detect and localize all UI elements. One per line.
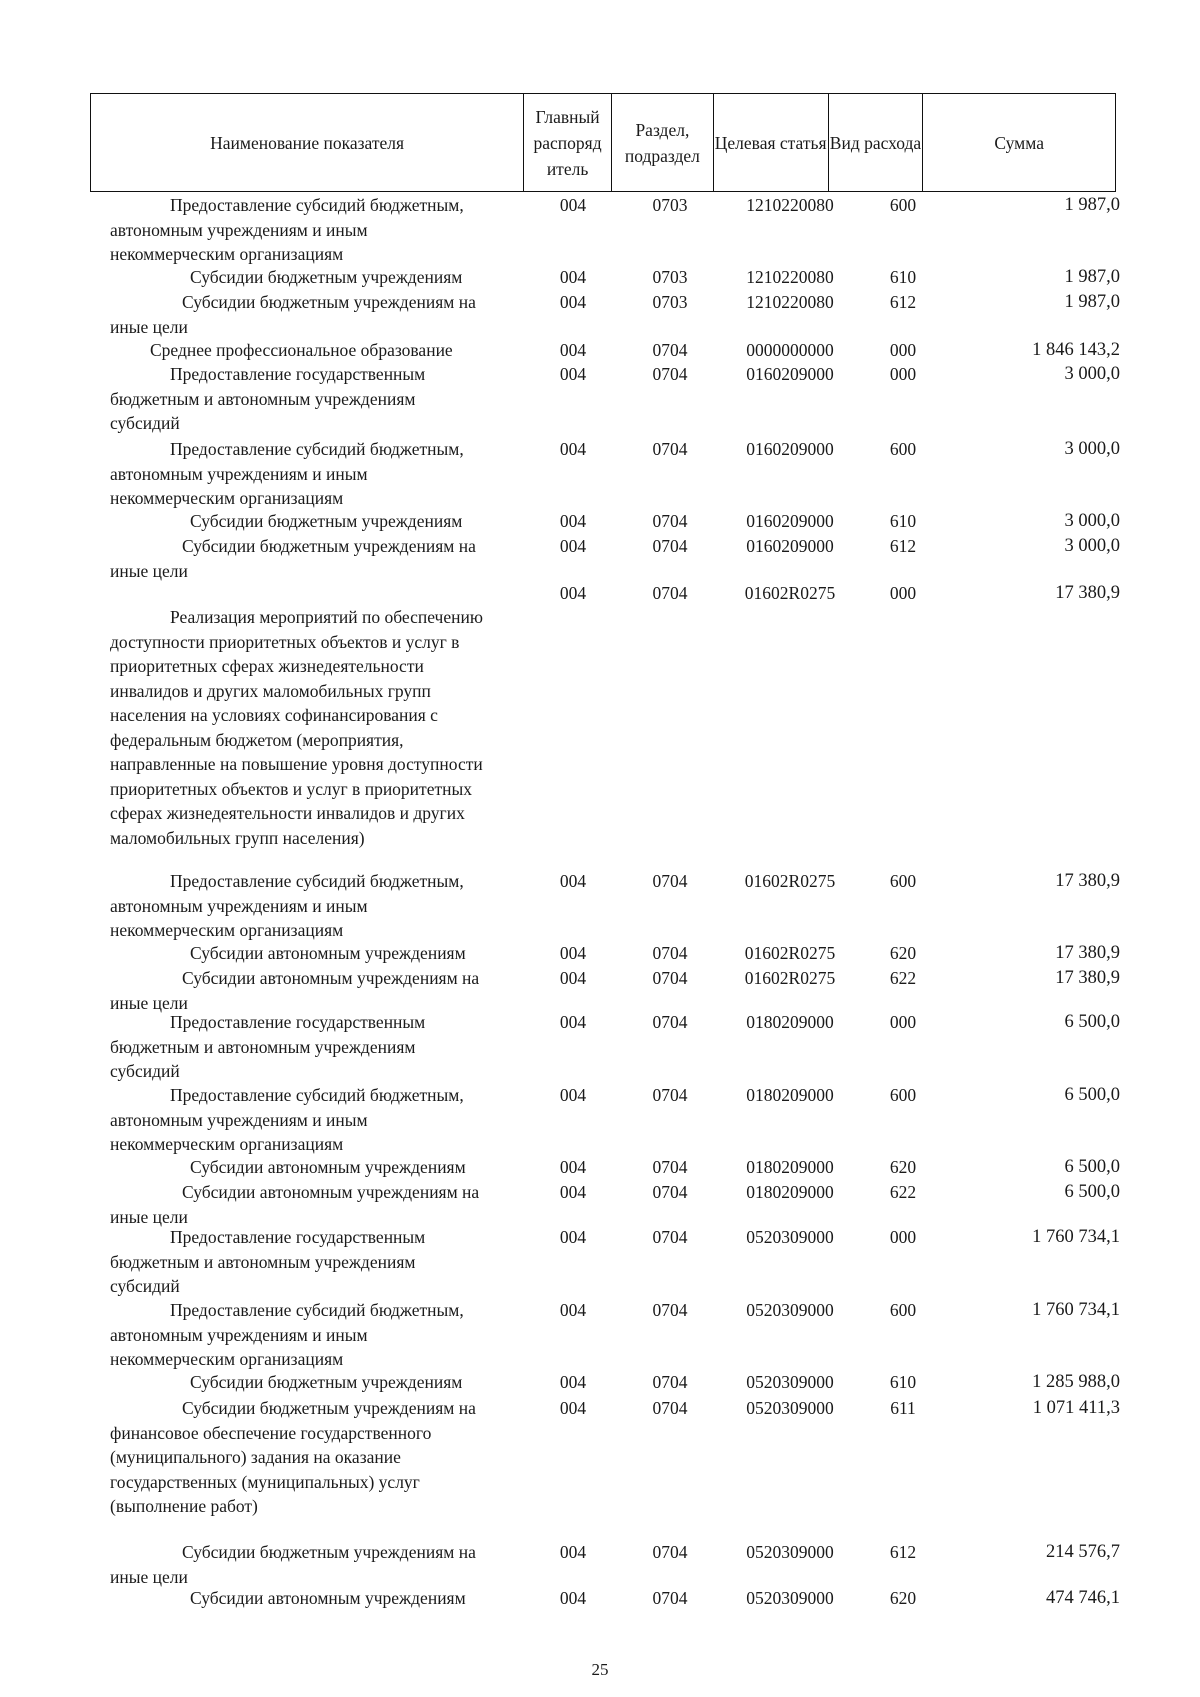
row-name: Субсидии бюджетным учреждениям на финансовое обеспечение государственного (муниципального) задания на оказание государственных (муниципальных) услуг (выполнение работ)	[110, 1398, 476, 1516]
row-grbs: 004	[559, 1227, 587, 1247]
table-row	[0, 1586, 1200, 1608]
table-row	[0, 966, 1200, 1013]
table-row	[0, 1155, 1200, 1177]
row-cs: 1210220080	[746, 195, 834, 215]
row-sum: 3 000,0	[1064, 536, 1120, 556]
row-grbs: 004	[559, 1012, 587, 1032]
row-grbs: 004	[559, 968, 587, 988]
row-razdel: 0704	[652, 1085, 688, 1105]
row-vr: 611	[890, 1398, 916, 1418]
row-grbs: 004	[559, 1372, 587, 1392]
row-vr: 000	[889, 1012, 917, 1032]
row-grbs: 004	[559, 536, 587, 556]
row-razdel: 0704	[652, 871, 688, 891]
row-name: Предоставление субсидий бюджетным, автономным учреждениям и иным некоммерческим организациям	[110, 1300, 464, 1369]
row-sum: 17 380,9	[1055, 871, 1120, 891]
row-sum: 1 987,0	[1064, 267, 1120, 287]
row-sum: 3 000,0	[1064, 364, 1120, 384]
row-cs: 0160209000	[746, 364, 834, 384]
row-grbs: 004	[559, 364, 587, 384]
row-sum: 6 500,0	[1064, 1012, 1120, 1032]
row-cs: 0160209000	[746, 511, 834, 531]
row-razdel: 0704	[652, 511, 688, 531]
row-grbs: 004	[559, 1300, 587, 1320]
table-row	[0, 265, 1200, 287]
table-row	[0, 534, 1200, 581]
row-name: Субсидии бюджетным учреждениям	[190, 511, 463, 531]
row-razdel: 0704	[652, 536, 688, 556]
row-grbs: 004	[559, 439, 587, 459]
row-sum: 17 380,9	[1055, 583, 1120, 603]
row-razdel: 0704	[652, 340, 688, 360]
row-name: Субсидии бюджетным учреждениям	[190, 267, 463, 287]
row-grbs: 004	[559, 511, 587, 531]
row-name: Субсидии автономным учреждениям	[190, 1588, 466, 1608]
header-name: Наименование показателя	[91, 94, 524, 191]
row-name: Предоставление субсидий бюджетным, автономным учреждениям и иным некоммерческим организациям	[110, 439, 464, 508]
row-name: Предоставление государственным бюджетным и автономным учреждениям субсидий	[110, 364, 426, 433]
row-sum: 1 987,0	[1064, 292, 1120, 312]
row-vr: 620	[889, 943, 917, 963]
row-grbs: 004	[559, 1085, 587, 1105]
row-razdel: 0704	[652, 1157, 688, 1177]
row-cs: 0180209000	[746, 1157, 834, 1177]
row-grbs: 004	[559, 292, 587, 312]
row-razdel: 0704	[652, 943, 688, 963]
row-sum: 6 500,0	[1064, 1085, 1120, 1105]
row-razdel: 0704	[652, 1372, 688, 1392]
row-name: Предоставление субсидий бюджетным, автономным учреждениям и иным некоммерческим организациям	[110, 195, 464, 264]
row-cs: 01602R0275	[744, 943, 836, 963]
row-vr: 600	[889, 195, 917, 215]
table-row	[0, 509, 1200, 531]
row-razdel: 0704	[652, 439, 688, 459]
row-sum: 1 987,0	[1064, 195, 1120, 215]
row-vr: 600	[889, 871, 917, 891]
header-sum: Сумма	[994, 132, 1044, 153]
row-vr: 612	[889, 1542, 917, 1562]
row-cs: 0520309000	[746, 1588, 834, 1608]
row-vr: 620	[889, 1588, 917, 1608]
row-grbs: 004	[559, 943, 587, 963]
row-sum: 1 071 411,3	[1032, 1398, 1120, 1418]
row-name: Среднее профессиональное образование	[150, 340, 453, 360]
row-sum: 474 746,1	[1046, 1588, 1120, 1608]
row-razdel: 0704	[652, 1012, 688, 1032]
row-name: Субсидии бюджетным учреждениям на иные цели	[110, 536, 476, 581]
row-razdel: 0704	[652, 1398, 688, 1418]
table-row	[0, 869, 1200, 940]
table-row	[0, 1370, 1200, 1392]
row-razdel: 0704	[652, 364, 688, 384]
table-row	[0, 1083, 1200, 1154]
table-row	[0, 1180, 1200, 1227]
row-vr: 620	[889, 1157, 917, 1177]
row-sum: 214 576,7	[1046, 1542, 1120, 1562]
row-razdel: 0704	[652, 968, 688, 988]
row-vr: 622	[889, 1182, 917, 1202]
row-vr: 612	[889, 536, 917, 556]
row-grbs: 004	[559, 1182, 587, 1202]
row-name: Субсидии бюджетным учреждениям на иные цели	[110, 1542, 476, 1587]
header-vr: Вид расхода	[829, 94, 924, 191]
row-name: Реализация мероприятий по обеспечению доступности приоритетных объектов и услуг в приоритетных сферах жизнедеятельности инвалидов и других маломобильных групп населения на условиях софинансирования с федеральным бюджетом (мероприятия, направленные на повышение уровня доступности приоритетных объектов и услуг в приоритетных сферах жизнедеятельности инвалидов и других маломобильных групп населения)	[110, 607, 483, 848]
table-row	[0, 338, 1200, 360]
table-row	[0, 193, 1200, 264]
row-name: Субсидии автономным учреждениям	[190, 1157, 466, 1177]
row-razdel: 0704	[652, 1300, 688, 1320]
row-name: Субсидии бюджетным учреждениям	[190, 1372, 463, 1392]
row-sum: 1 285 988,0	[1032, 1372, 1120, 1392]
row-sum: 1 760 734,1	[1032, 1227, 1120, 1247]
row-cs: 0160209000	[746, 439, 834, 459]
row-name: Субсидии автономным учреждениям	[190, 943, 466, 963]
row-cs: 0520309000	[746, 1372, 834, 1392]
row-cs: 0160209000	[746, 536, 834, 556]
row-sum: 17 380,9	[1055, 968, 1120, 988]
table-row	[0, 581, 1200, 848]
row-sum: 1 846 143,2	[1032, 340, 1120, 360]
row-grbs: 004	[559, 1398, 587, 1418]
row-cs: 0520309000	[746, 1398, 834, 1418]
row-cs: 0000000000	[746, 340, 834, 360]
row-vr: 622	[889, 968, 917, 988]
row-vr: 000	[889, 340, 917, 360]
row-name: Субсидии автономным учреждениям на иные цели	[110, 1182, 480, 1227]
row-sum: 1 760 734,1	[1032, 1300, 1120, 1320]
table-row	[0, 290, 1200, 337]
row-grbs: 004	[559, 267, 587, 287]
table-row	[0, 941, 1200, 963]
table-row	[0, 1298, 1200, 1369]
page-number: 25	[591, 1660, 609, 1679]
row-name: Предоставление субсидий бюджетным, автономным учреждениям и иным некоммерческим организациям	[110, 1085, 464, 1154]
table-row	[0, 1540, 1200, 1587]
row-vr: 610	[889, 267, 917, 287]
row-grbs: 004	[559, 1588, 587, 1608]
row-grbs: 004	[559, 1157, 587, 1177]
row-vr: 612	[889, 292, 917, 312]
row-vr: 600	[889, 1300, 917, 1320]
row-cs: 01602R0275	[744, 968, 836, 988]
header-cs: Целевая статья	[714, 94, 829, 191]
row-vr: 600	[889, 1085, 917, 1105]
row-cs: 01602R0275	[744, 583, 836, 603]
row-grbs: 004	[559, 340, 587, 360]
row-cs: 0520309000	[746, 1300, 834, 1320]
row-grbs: 004	[559, 871, 587, 891]
row-razdel: 0703	[652, 267, 688, 287]
row-razdel: 0704	[652, 1588, 688, 1608]
row-razdel: 0704	[652, 1182, 688, 1202]
table-row	[0, 437, 1200, 508]
row-grbs: 004	[559, 195, 587, 215]
row-razdel: 0703	[652, 195, 688, 215]
table-row	[0, 1010, 1200, 1081]
row-vr: 610	[889, 1372, 917, 1392]
row-cs: 1210220080	[746, 267, 834, 287]
row-razdel: 0704	[652, 583, 688, 603]
row-cs: 0180209000	[746, 1012, 834, 1032]
row-cs: 01602R0275	[744, 871, 836, 891]
row-grbs: 004	[559, 1542, 587, 1562]
row-vr: 000	[889, 364, 917, 384]
row-name: Субсидии автономным учреждениям на иные цели	[110, 968, 480, 1013]
row-name: Предоставление государственным бюджетным и автономным учреждениям субсидий	[110, 1012, 426, 1081]
table-row	[0, 362, 1200, 433]
header-razdel: Раздел, подраздел	[612, 94, 714, 191]
row-razdel: 0704	[652, 1542, 688, 1562]
row-vr: 600	[889, 439, 917, 459]
row-cs: 0180209000	[746, 1085, 834, 1105]
row-cs: 0180209000	[746, 1182, 834, 1202]
row-sum: 17 380,9	[1055, 943, 1120, 963]
row-razdel: 0703	[652, 292, 688, 312]
row-vr: 000	[889, 583, 917, 603]
row-grbs: 004	[559, 583, 587, 603]
header-grbs: Главный распоряд итель	[524, 94, 612, 191]
table-row	[0, 1396, 1200, 1516]
row-vr: 000	[889, 1227, 917, 1247]
row-cs: 1210220080	[746, 292, 834, 312]
row-vr: 610	[889, 511, 917, 531]
row-sum: 6 500,0	[1064, 1182, 1120, 1202]
row-name: Субсидии бюджетным учреждениям на иные цели	[110, 292, 476, 337]
row-name: Предоставление субсидий бюджетным, автономным учреждениям и иным некоммерческим организациям	[110, 871, 464, 940]
row-razdel: 0704	[652, 1227, 688, 1247]
table-row	[0, 1225, 1200, 1296]
row-cs: 0520309000	[746, 1227, 834, 1247]
row-sum: 3 000,0	[1064, 511, 1120, 531]
row-cs: 0520309000	[746, 1542, 834, 1562]
row-name: Предоставление государственным бюджетным и автономным учреждениям субсидий	[110, 1227, 426, 1296]
row-sum: 6 500,0	[1064, 1157, 1120, 1177]
row-sum: 3 000,0	[1064, 439, 1120, 459]
